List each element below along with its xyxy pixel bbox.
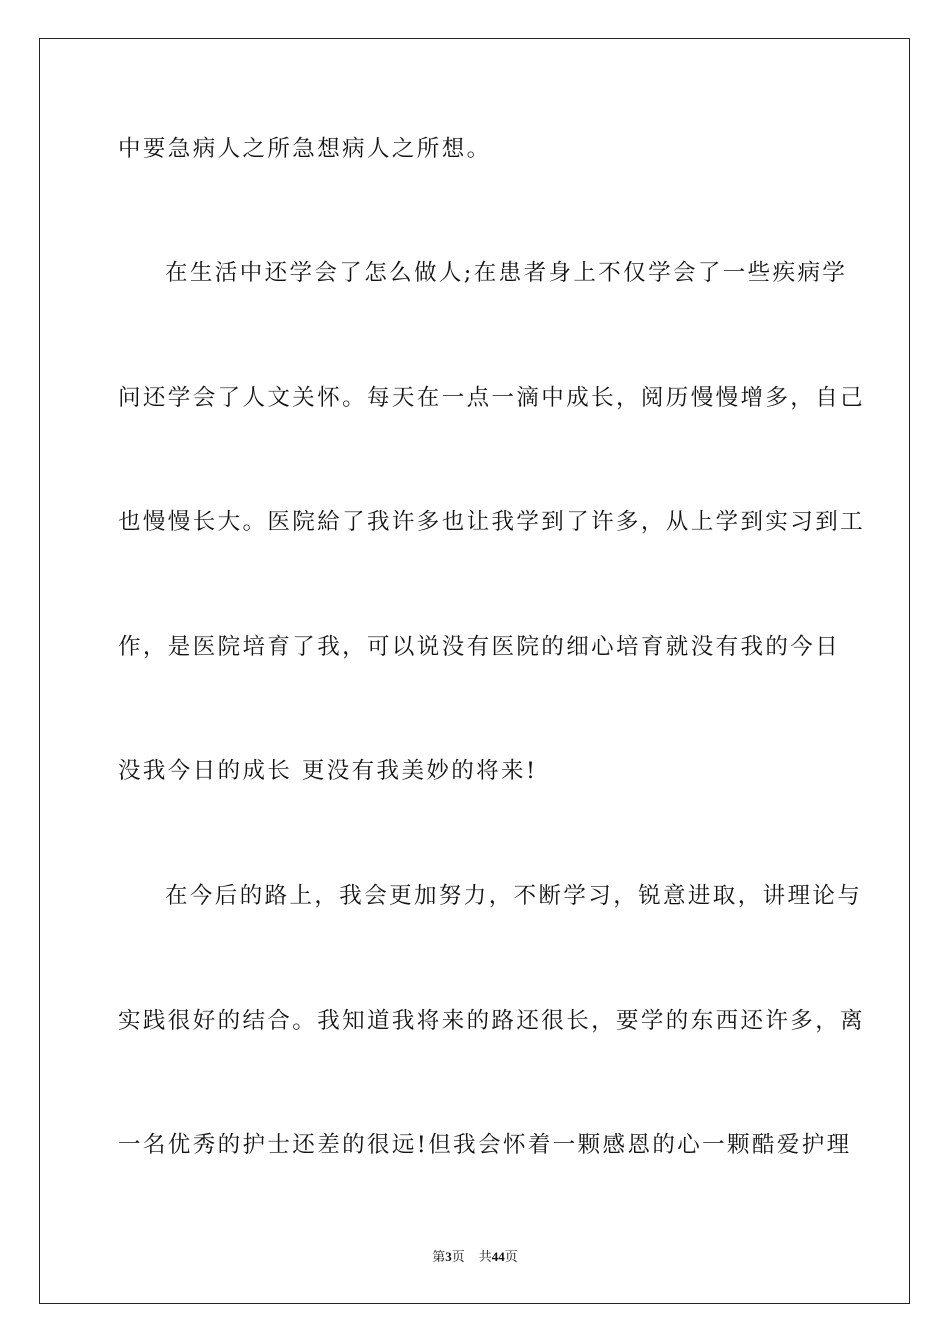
text-line-7: 在今后的路上，我会更加努力，不断学习，锐意进取，讲理论与: [165, 883, 863, 909]
text-line-2: 在生活中还学会了怎么做人;在患者身上不仅学会了一些疾病学: [165, 260, 848, 286]
text-line-1: 中要急病人之所急想病人之所想。: [118, 136, 492, 162]
text-line-4: 也慢慢长大。医院給了我许多也让我学到了许多，从上学到实习到工: [118, 509, 866, 535]
page-suffix: 页: [451, 1249, 465, 1264]
page-number: 3: [445, 1249, 452, 1264]
total-prefix: 共: [478, 1249, 492, 1264]
text-line-8: 实践很好的结合。我知道我将来的路还很长，要学的东西还许多，离: [118, 1008, 866, 1034]
text-line-5: 作，是医院培育了我，可以说没有医院的细心培育就没有我的今日: [118, 634, 841, 660]
total-suffix: 页: [504, 1249, 518, 1264]
text-line-9: 一名优秀的护士还差的很远!但我会怀着一颗感恩的心一颗酷爱护理: [118, 1132, 852, 1158]
text-line-3: 问还学会了人文关怀。每天在一点一滴中成长，阅历慢慢增多，自己: [118, 385, 866, 411]
page-footer: [0, 1246, 950, 1265]
page-border: [39, 38, 910, 1304]
page-prefix: 第: [432, 1249, 446, 1264]
text-line-6: 没我今日的成长 更没有我美妙的将来!: [118, 758, 538, 784]
total-pages: 44: [491, 1249, 505, 1264]
